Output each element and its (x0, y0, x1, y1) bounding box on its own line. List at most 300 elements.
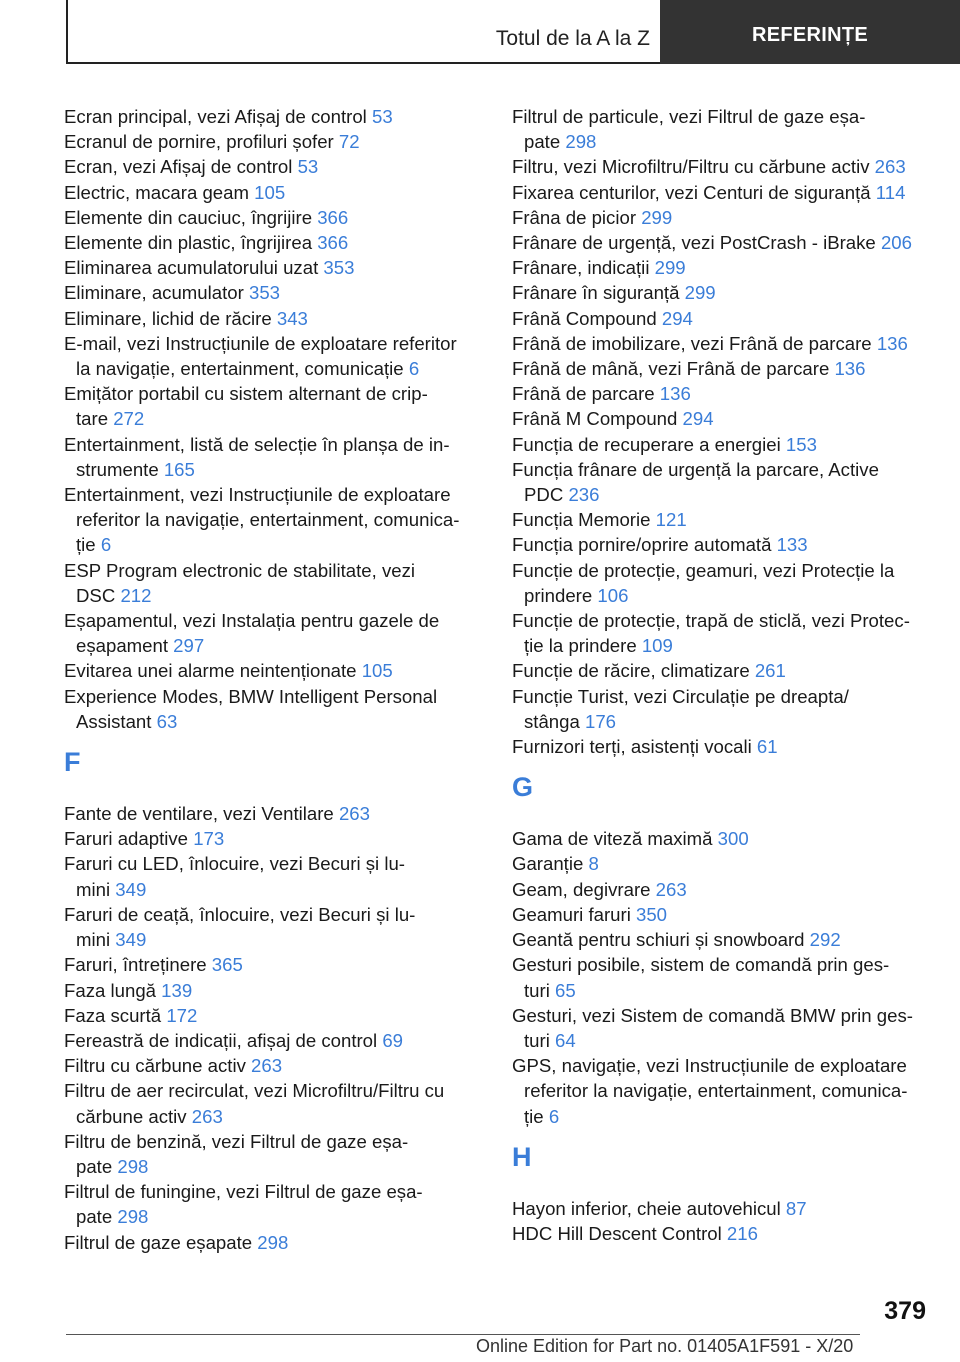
index-entry (64, 331, 484, 381)
index-entry-text: prindere (524, 584, 598, 606)
index-entry (512, 532, 932, 557)
index-entry-text: DSC (76, 584, 121, 606)
index-entry-line (512, 129, 932, 154)
page-reference-link[interactable]: 53 (297, 156, 319, 178)
page-reference-link[interactable]: 206 (880, 232, 912, 254)
page-reference-link[interactable]: 299 (684, 282, 716, 304)
index-entry (64, 1053, 484, 1078)
index-entry-line (64, 608, 484, 633)
index-entry (64, 255, 484, 280)
index-entry-line (64, 978, 484, 1003)
index-entry (512, 180, 932, 205)
index-entry-line (64, 684, 484, 709)
page-reference-link[interactable]: 299 (654, 257, 686, 279)
index-entry-line (64, 658, 484, 683)
index-entry-line (512, 927, 932, 952)
index-entry (512, 306, 932, 331)
index-entry-text: Geam, degivrare (512, 878, 656, 900)
index-entry-text: Frână de parcare (512, 383, 660, 405)
index-entry-text: mini (76, 929, 116, 951)
footer-rule (66, 1334, 860, 1335)
index-entry (64, 306, 484, 331)
index-entry (512, 952, 932, 1002)
index-entry-line (512, 1028, 932, 1053)
index-entry-text: GPS, navigație, vezi Instrucțiunile de exploatare (512, 1055, 907, 1077)
index-entry-text: Faza lungă (64, 979, 162, 1001)
page-reference-link[interactable]: 121 (655, 509, 687, 531)
index-entry (64, 1179, 484, 1229)
index-entry (512, 558, 932, 608)
index-entry (512, 230, 932, 255)
page-reference-link[interactable]: 216 (726, 1222, 758, 1244)
header-bottom-rule (66, 62, 660, 64)
page-reference-link[interactable]: 61 (756, 736, 778, 758)
index-entry (64, 381, 484, 431)
index-entry-text: ție (524, 1105, 549, 1127)
page-reference-link[interactable]: 350 (636, 903, 668, 925)
index-entry (64, 129, 484, 154)
page-reference-link[interactable]: 136 (659, 383, 691, 405)
index-entry-line (512, 1078, 932, 1103)
section-title: Totul de la A la Z (495, 27, 650, 50)
index-entry-line (64, 205, 484, 230)
index-entry (64, 1129, 484, 1179)
page-reference-link[interactable]: 299 (641, 206, 673, 228)
index-entry-text: Faruri cu LED, înlocuire, vezi Becuri și lu- (64, 853, 405, 875)
index-entry-text: ție la prindere (524, 635, 642, 657)
index-entry (64, 482, 484, 558)
index-entry-text: Frâna de picior (512, 206, 642, 228)
page-reference-link[interactable]: 263 (874, 156, 906, 178)
index-entry-text: turi (524, 979, 555, 1001)
index-entry-text: Funcție Turist, vezi Circulație pe dreapta/ (512, 685, 849, 707)
index-entry-line (64, 306, 484, 331)
index-entry-line (512, 507, 932, 532)
index-entry-line (64, 1053, 484, 1078)
index-entry-line (64, 801, 484, 826)
page-reference-link[interactable]: 366 (317, 232, 349, 254)
index-entry (512, 507, 932, 532)
page-reference-link[interactable]: 353 (248, 282, 281, 304)
page-reference-link[interactable]: 69 (382, 1029, 404, 1051)
page-reference-link[interactable]: 65 (555, 979, 576, 1001)
page-reference-link[interactable]: 298 (117, 1206, 149, 1228)
index-entry-line (512, 978, 932, 1003)
index-entry-line (64, 826, 484, 851)
index-entry-line (512, 205, 932, 230)
index-entry-line (512, 734, 932, 759)
index-entry-line (512, 457, 932, 482)
index-entry-text: Garanție (512, 853, 589, 875)
page-reference-link[interactable]: 349 (115, 878, 147, 900)
index-entry (512, 432, 932, 457)
index-entry-line (512, 902, 932, 927)
index-entry-text: Electric, macara geam (64, 181, 255, 203)
index-entry (512, 205, 932, 230)
index-entry-text: referitor la navigație, entertainment, comunica- (76, 509, 460, 531)
index-entry (512, 902, 932, 927)
index-entry (512, 381, 932, 406)
index-entry (512, 331, 932, 356)
index-entry-text: Frână M Compound (512, 408, 683, 430)
index-entry-line (64, 851, 484, 876)
index-entry (512, 255, 932, 280)
index-entry-text: Frână Compound (512, 307, 662, 329)
edition-footer: Online Edition for Part no. 01405A1F591 - X/20 (476, 1336, 854, 1356)
index-entry-line (64, 356, 484, 381)
index-entry-text: Fereastră de indicații, afișaj de control (64, 1029, 383, 1051)
index-entry-line (64, 507, 484, 532)
index-entry-line (512, 180, 932, 205)
index-entry-line (64, 482, 484, 507)
index-entry-line (64, 129, 484, 154)
index-entry-text: PDC (524, 484, 569, 506)
index-entry (512, 608, 932, 658)
index-entry (64, 154, 484, 179)
index-entry-text: Funcție de protecție, trapă de sticlă, vezi Protec- (512, 610, 910, 632)
page-reference-link[interactable]: 172 (166, 1004, 198, 1026)
index-entry-line (512, 1003, 932, 1028)
page-reference-link[interactable]: 139 (161, 979, 193, 1001)
index-entry-text: Entertainment, listă de selecție în planșa de in- (64, 433, 450, 455)
index-entry (64, 1028, 484, 1053)
index-entry (64, 826, 484, 851)
index-entry-line (512, 280, 932, 305)
index-entry-text: Ecranul de pornire, profiluri șofer (64, 131, 339, 153)
index-entry-text: Hayon inferior, cheie autovehicul (512, 1197, 786, 1219)
index-entry-text: pate (524, 131, 566, 153)
index-entry (64, 280, 484, 305)
page-reference-link[interactable]: 8 (588, 853, 599, 875)
index-entry-text: Geantă pentru schiuri și snowboard (512, 929, 810, 951)
index-entry-line (64, 877, 484, 902)
index-entry-line (512, 356, 932, 381)
index-entry (64, 851, 484, 901)
index-entry-text: Elemente din plastic, îngrijirea (64, 232, 318, 254)
page-reference-link[interactable]: 53 (371, 106, 393, 127)
index-entry (512, 1196, 932, 1221)
page-reference-link[interactable]: 153 (785, 433, 817, 455)
index-entry-line (512, 608, 932, 633)
page-reference-link[interactable]: 349 (115, 929, 147, 951)
index-entry-text: Frână de mână, vezi Frână de parcare (512, 358, 835, 380)
index-entry-text: eșapament (76, 635, 174, 657)
index-entry-line (512, 104, 932, 129)
chapter-tab-label: REFERINȚE (751, 23, 869, 46)
index-entry-text: Experience Modes, BMW Intelligent Personal (64, 685, 438, 707)
index-entry-line (512, 658, 932, 683)
index-entry-line (64, 1154, 484, 1179)
index-entry-text: mini (76, 878, 116, 900)
index-entry-text: Eliminare, lichid de răcire (64, 307, 277, 329)
index-entry-line (512, 558, 932, 583)
index-entry-text: Eșapamentul, vezi Instalația pentru gazele de (64, 610, 440, 632)
index-section-letter: G (512, 772, 534, 803)
index-entry-line (64, 154, 484, 179)
index-entry (64, 180, 484, 205)
page-reference-link[interactable]: 272 (113, 408, 145, 430)
index-column-right (512, 104, 932, 1246)
page-reference-link[interactable]: 105 (361, 660, 393, 682)
index-entry-line (64, 1230, 484, 1255)
page-reference-link[interactable]: 176 (585, 710, 617, 732)
index-entry-text: cărbune activ (76, 1105, 192, 1127)
index-entry-text: Funcția pornire/oprire automată (512, 534, 777, 556)
index-entry-line (64, 532, 484, 557)
page-reference-link[interactable]: 353 (323, 257, 355, 279)
index-entry-text: Geamuri faruri (512, 903, 636, 925)
index-entry-line (64, 457, 484, 482)
page-reference-link[interactable]: 105 (254, 181, 286, 203)
index-entry-line (64, 104, 484, 129)
index-entry-line (64, 583, 484, 608)
index-entry-line (512, 684, 932, 709)
index-entry-text: E-mail, vezi Instrucțiunile de exploatare referitor (64, 332, 457, 354)
page-reference-link[interactable]: 366 (317, 206, 349, 228)
index-entry-text: Fixarea centurilor, vezi Centuri de siguranță (512, 181, 876, 203)
index-entry-line (512, 583, 932, 608)
page-reference-link[interactable]: 87 (785, 1197, 807, 1219)
index-entry-line (512, 1196, 932, 1221)
index-entry (512, 154, 932, 179)
index-entry (512, 1003, 932, 1053)
index-entry-line (64, 709, 484, 734)
index-entry-text: la navigație, entertainment, comunicație (76, 358, 409, 380)
index-entry-text: Fante de ventilare, vezi Ventilare (64, 803, 339, 825)
index-entry-text: pate (76, 1155, 118, 1177)
index-entry-line (512, 826, 932, 851)
index-entry-line (512, 1221, 932, 1246)
page-reference-link[interactable]: 261 (754, 660, 786, 682)
index-entry-line (64, 927, 484, 952)
index-entry-text: Filtru de benzină, vezi Filtrul de gaze eșa- (64, 1130, 409, 1152)
index-entry-line (64, 432, 484, 457)
index-entry-line (64, 230, 484, 255)
index-entry-line (512, 482, 932, 507)
page-reference-link[interactable]: 298 (257, 1231, 289, 1253)
index-entry (512, 658, 932, 683)
index-entry (64, 104, 484, 129)
index-entry (512, 877, 932, 902)
page-reference-link[interactable]: 106 (597, 584, 629, 606)
index-entry-line (512, 1104, 932, 1129)
index-entry (64, 432, 484, 482)
index-entry-text: Filtru de aer recirculat, vezi Microfiltru/Filtru cu (64, 1080, 445, 1102)
index-entry-line (64, 1179, 484, 1204)
index-entry-text: Ecran, vezi Afișaj de control (64, 156, 298, 178)
index-entry-text: Eliminarea acumulatorului uzat (64, 257, 324, 279)
index-entry-text: ESP Program electronic de stabilitate, vezi (64, 559, 416, 581)
page-reference-link[interactable]: 173 (193, 828, 225, 850)
index-entry (64, 608, 484, 658)
index-entry-line (64, 406, 484, 431)
index-entry (64, 230, 484, 255)
page-reference-link[interactable]: 165 (163, 458, 195, 480)
index-entry-line (512, 877, 932, 902)
index-entry-text: Entertainment, vezi Instrucțiunile de exploatare (64, 484, 451, 506)
index-entry-line (512, 952, 932, 977)
page-reference-link[interactable]: 63 (156, 710, 178, 732)
index-entry-text: Eliminare, acumulator (64, 282, 249, 304)
page-reference-link[interactable]: 133 (776, 534, 808, 556)
index-entry (512, 851, 932, 876)
index-entry-text: stânga (524, 710, 585, 732)
index-entry-text: Frânare, indicații (512, 257, 655, 279)
index-entry-text: Gesturi, vezi Sistem de comandă BMW prin ges- (512, 1004, 913, 1026)
index-entry-text: strumente (76, 458, 164, 480)
index-entry (64, 1003, 484, 1028)
index-entry-line (64, 1028, 484, 1053)
index-entry-text: Emițător portabil cu sistem alternant de crip- (64, 383, 428, 405)
index-entry-line (64, 331, 484, 356)
index-entry-line (64, 633, 484, 658)
index-entry-line (64, 280, 484, 305)
chapter-tab (660, 0, 960, 64)
index-entry-text: Faruri, întreținere (64, 954, 212, 976)
index-entry-text: referitor la navigație, entertainment, comunica- (524, 1080, 908, 1102)
index-entry (512, 927, 932, 952)
index-entry-line (512, 633, 932, 658)
index-entry-text: Gesturi posibile, sistem de comandă prin ges- (512, 954, 890, 976)
index-entry (64, 801, 484, 826)
index-entry-text: Funcție de răcire, climatizare (512, 660, 755, 682)
page-reference-link[interactable]: 294 (661, 307, 693, 329)
index-entry-text: Ecran principal, vezi Afișaj de control (64, 106, 372, 127)
index-entry (64, 1078, 484, 1128)
index-entry-text: Faza scurtă (64, 1004, 167, 1026)
index-entry-text: Frânare de urgență, vezi PostCrash - iBrake (512, 232, 881, 254)
index-entry (64, 1230, 484, 1255)
index-entry-line (512, 851, 932, 876)
index-entry-text: tare (76, 408, 114, 430)
page-reference-link[interactable]: 263 (338, 803, 370, 825)
page-reference-link[interactable]: 212 (120, 584, 152, 606)
page-reference-link[interactable]: 6 (408, 358, 420, 380)
index-entry (512, 826, 932, 851)
index-entry-line (512, 381, 932, 406)
index-entry-line (64, 1204, 484, 1229)
page-reference-link[interactable]: 298 (117, 1155, 149, 1177)
page-reference-link[interactable]: 263 (251, 1055, 283, 1077)
page-reference-link[interactable]: 292 (809, 929, 841, 951)
index-entry (512, 104, 932, 154)
index-entry-line (64, 952, 484, 977)
index-entry-line (512, 255, 932, 280)
index-section-letter: F (64, 747, 81, 778)
index-entry-text: Filtrul de particule, vezi Filtrul de gaze eșa- (512, 106, 866, 127)
page-reference-link[interactable]: 297 (173, 635, 205, 657)
index-entry-line (64, 180, 484, 205)
index-entry-line (64, 1003, 484, 1028)
index-entry-text: Filtru, vezi Microfiltru/Filtru cu cărbune activ (512, 156, 875, 178)
index-column-left (64, 104, 484, 1255)
index-entry-line (64, 255, 484, 280)
index-entry-text: Elemente din cauciuc, îngrijire (64, 206, 318, 228)
index-entry-text: Funcția Memorie (512, 509, 656, 531)
index-entry-line (64, 902, 484, 927)
index-entry (512, 406, 932, 431)
index-entry-text: Gama de viteză maximă (512, 828, 718, 850)
index-entry-line (64, 1078, 484, 1103)
index-entry-line (512, 306, 932, 331)
index-entry-line (512, 1053, 932, 1078)
index-entry-text: Furnizori terți, asistenți vocali (512, 736, 757, 758)
index-entry-text: Faruri adaptive (64, 828, 194, 850)
index-entry-line (512, 709, 932, 734)
index-entry-text: Assistant (76, 710, 157, 732)
page-reference-link[interactable]: 6 (100, 534, 112, 556)
index-entry-text: Funcție de protecție, geamuri, vezi Protecție la (512, 559, 895, 581)
index-entry-line (512, 154, 932, 179)
page-number: 379 (884, 1297, 926, 1325)
index-entry (512, 1053, 932, 1129)
index-entry (512, 280, 932, 305)
page-reference-link[interactable]: 136 (834, 358, 866, 380)
index-entry-text: Filtrul de gaze eșapate (64, 1231, 258, 1253)
page-reference-link[interactable]: 72 (338, 131, 360, 153)
index-entry-text: pate (76, 1206, 118, 1228)
index-entry-text: Funcția frânare de urgență la parcare, Active (512, 458, 879, 480)
index-entry-text: Frânare în siguranță (512, 282, 685, 304)
index-entry-line (512, 230, 932, 255)
index-entry-line (64, 558, 484, 583)
page-reference-link[interactable]: 114 (875, 181, 906, 203)
page-reference-link[interactable]: 300 (717, 828, 749, 850)
page-reference-link[interactable]: 64 (555, 1029, 576, 1051)
index-entry (64, 684, 484, 734)
index-entry-line (512, 331, 932, 356)
index-entry-text: Faruri de ceață, înlocuire, vezi Becuri și lu- (64, 903, 416, 925)
page-reference-link[interactable]: 263 (655, 878, 687, 900)
index-entry-text: Funcția de recuperare a energiei (512, 433, 786, 455)
index-entry (64, 978, 484, 1003)
index-entry-line (64, 381, 484, 406)
index-entry (64, 205, 484, 230)
header-left-rule (66, 0, 68, 62)
index-entry (512, 1221, 932, 1246)
index-entry (64, 658, 484, 683)
index-entry (64, 558, 484, 608)
index-entry-text: Filtrul de funingine, vezi Filtrul de gaze eșa- (64, 1181, 423, 1203)
index-entry-line (512, 532, 932, 557)
page-reference-link[interactable]: 298 (565, 131, 597, 153)
page-reference-link[interactable]: 263 (191, 1105, 223, 1127)
index-entry (512, 457, 932, 507)
index-entry-text: ție (76, 534, 101, 556)
index-entry-line (64, 1129, 484, 1154)
page-reference-link[interactable]: 6 (548, 1105, 560, 1127)
index-entry (512, 734, 932, 759)
index-entry-line (64, 1104, 484, 1129)
page-reference-link[interactable]: 109 (641, 635, 673, 657)
page-reference-link[interactable]: 294 (682, 408, 714, 430)
page-reference-link[interactable]: 136 (876, 332, 908, 354)
index-entry-text: Evitarea unei alarme neintenționate (64, 660, 362, 682)
index-entry-line (512, 406, 932, 431)
index-entry-text: Filtru cu cărbune activ (64, 1055, 252, 1077)
index-entry-text: turi (524, 1029, 555, 1051)
index-entry (512, 684, 932, 734)
index-entry (64, 902, 484, 952)
index-entry-text: HDC Hill Descent Control (512, 1222, 727, 1244)
index-section-letter: H (512, 1141, 532, 1172)
page-reference-link[interactable]: 236 (568, 484, 600, 506)
page-reference-link[interactable]: 365 (211, 954, 243, 976)
page-reference-link[interactable]: 343 (276, 307, 308, 329)
index-entry (64, 952, 484, 977)
index-entry (512, 356, 932, 381)
index-entry-line (512, 432, 932, 457)
